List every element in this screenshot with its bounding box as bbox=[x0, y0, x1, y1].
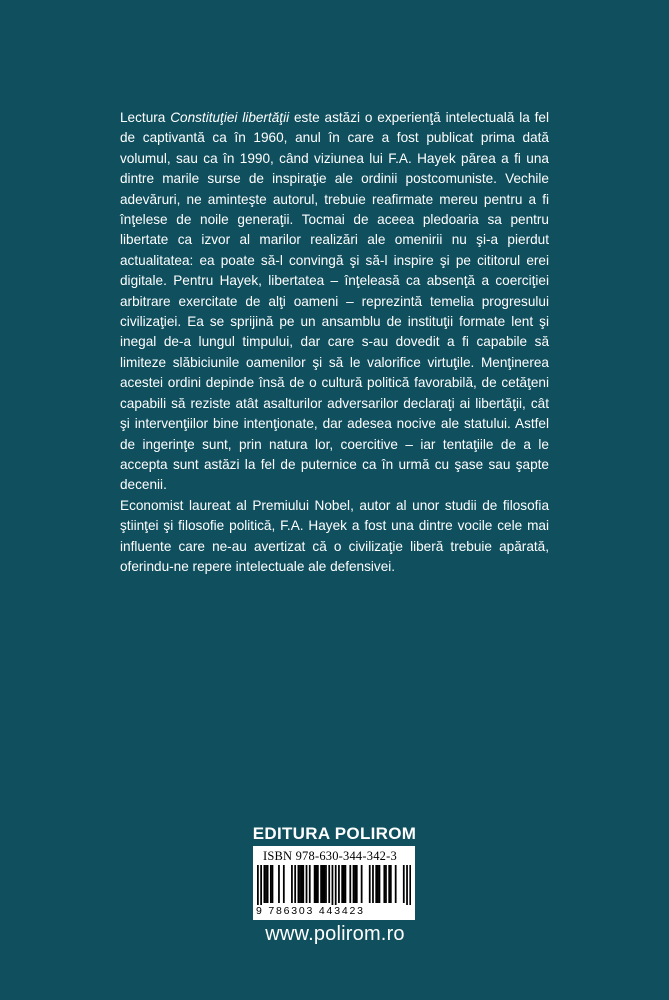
barcode-bar bbox=[302, 865, 304, 903]
barcode-bar bbox=[372, 865, 374, 903]
barcode-bar bbox=[323, 865, 325, 903]
barcode-bar bbox=[349, 865, 351, 903]
barcode-bar bbox=[298, 865, 300, 903]
barcode-bar bbox=[375, 865, 377, 903]
blurb-paragraph bbox=[120, 108, 549, 496]
barcode-bar bbox=[388, 865, 390, 903]
barcode-bar bbox=[354, 865, 356, 903]
barcode-bar bbox=[403, 865, 405, 903]
barcode-bar bbox=[406, 865, 408, 907]
barcode-bar bbox=[309, 865, 311, 903]
barcode-bar bbox=[294, 865, 296, 903]
barcode-bar bbox=[283, 865, 285, 903]
barcode bbox=[257, 865, 411, 907]
barcode-bar bbox=[377, 865, 379, 903]
barcode-bar bbox=[409, 865, 411, 907]
barcode-bar bbox=[263, 865, 265, 903]
barcode-bar bbox=[338, 865, 340, 903]
publisher-name: EDITURA POLIROM bbox=[252, 824, 417, 843]
barcode-bar bbox=[270, 865, 272, 903]
barcode-bar bbox=[328, 865, 330, 903]
barcode-bar bbox=[260, 865, 262, 907]
barcode-bar bbox=[361, 865, 363, 903]
barcode-bar bbox=[383, 865, 385, 903]
barcode-bar bbox=[379, 865, 381, 903]
barcode-bar bbox=[265, 865, 267, 903]
barcode-bar bbox=[353, 865, 355, 903]
barcode-bar bbox=[343, 865, 345, 903]
publisher-website: www.polirom.ro bbox=[265, 923, 405, 945]
barcode-bar bbox=[267, 865, 269, 903]
barcode-bar bbox=[315, 865, 317, 903]
barcode-bar bbox=[322, 865, 324, 903]
barcode-bar bbox=[385, 865, 387, 903]
barcode-bar bbox=[390, 865, 392, 903]
barcode-bar bbox=[291, 865, 293, 903]
blurb-intro: Lectura bbox=[120, 110, 171, 125]
isbn-barcode-box bbox=[253, 846, 415, 920]
barcode-bar bbox=[317, 865, 319, 903]
barcode-bar bbox=[332, 865, 334, 907]
back-cover-blurb bbox=[120, 108, 549, 577]
barcode-bar bbox=[257, 865, 259, 907]
barcode-bar bbox=[341, 865, 343, 903]
barcode-bar bbox=[301, 865, 303, 903]
barcode-bar bbox=[272, 865, 274, 903]
author-bio: Economist laureat al Premiului Nobel, autor al unor studii de filosofia ştiinţei şi filosofie politică, F.A. Hayek a fost una dintre vocile cele mai influente care ne-au avertizat că o civilizaţie liberă trebuie apărată, oferindu-ne repere intelectuale ale defensivei. bbox=[120, 497, 549, 574]
barcode-bar bbox=[306, 865, 308, 903]
isbn-number: ISBN 978-630-344-342-3 bbox=[263, 849, 397, 863]
barcode-bar bbox=[356, 865, 358, 903]
barcode-bar bbox=[345, 865, 347, 903]
blurb-body: este astăzi o experienţă intelectuală la fel de captivantă ca în 1960, anul în care a fost publicat prima dată volumul, sau ca în 1990, când viziunea lui F.A. Hayek părea a fi una dintre marile surse de inspiraţie ale ordinii postcomuniste. Vechile adevăruri, ne aminteşte autorul, trebuie reafirmate mereu pentru a fi înţelese de noile generaţii. Tocmai de aceea pledoaria sa pentru libertate ca izvor al marilor realizări ale omenirii nu şi-a pierdut actualitatea: ea poate să-l convingă şi să-l inspire şi pe cititorul erei digitale. Pentru Hayek, libertatea – înţeleasă ca absenţă a coerciţiei arbitrare exercitate de alţi oameni – reprezintă temelia progresului civilizaţiei. Ea se sprijină pe un ansamblu de instituţii formate lent şi inegal de-a lungul timpului, dar care s-au dovedit a fi capabile să limiteze slăbiciunile oamenilor şi să le valorifice virtuţile. Menţinerea acestei ordini depinde însă de o cultură politică favorabilă, de cetăţeni capabili să reziste atât asalturilor adversarilor declaraţi ai libertăţii, cât şi intervenţiilor bine intenţionate, dar adesea nocive ale statului. Astfel de ingerinţe sunt, prin natura lor, coercitive – iar tentaţiile de a le accepta sunt astăzi la fel de puternice ca în urmă cu şase sau şapte decenii. bbox=[120, 110, 549, 493]
barcode-bar bbox=[299, 865, 301, 903]
book-title: Constituţiei libertăţii bbox=[170, 110, 290, 125]
barcode-bar bbox=[320, 865, 322, 903]
barcode-bar bbox=[369, 865, 371, 903]
barcode-bar bbox=[325, 865, 327, 903]
barcode-bar bbox=[314, 865, 316, 903]
barcode-bar bbox=[395, 865, 397, 903]
barcode-bar bbox=[335, 865, 337, 907]
barcode-digits: 9 786303 443423 bbox=[256, 905, 412, 917]
barcode-bar bbox=[278, 865, 280, 903]
